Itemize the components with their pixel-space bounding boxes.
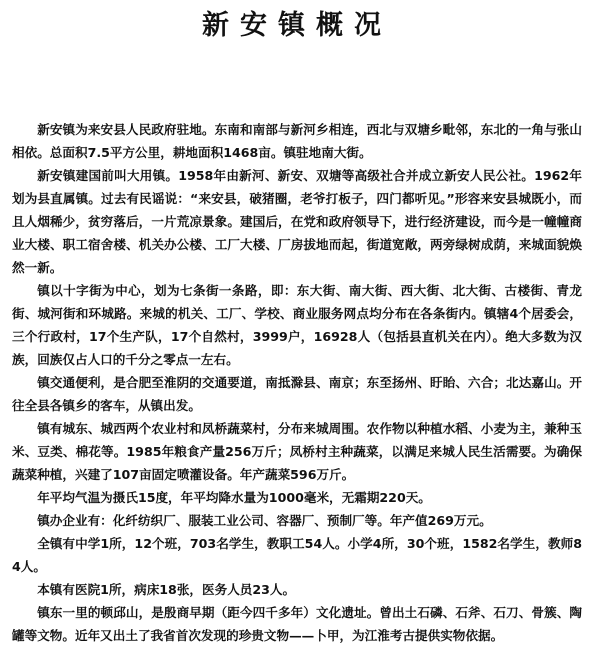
- paragraph-heritage: 镇东一里的顿邱山，是殷商早期（距今四千多年）文化遗址。曾出土石磷、石斧、石刀、骨簇、陶罐等文物。近年又出土了我省首次发现的珍贵文物——卜甲，为江淮考古提供实物依据。: [12, 605, 582, 643]
- paragraph-education: 全镇有中学1所，12个班，703名学生，教职工54人。小学4所，30个班，1582名学生，教师84人。: [12, 536, 582, 574]
- paragraph-climate: 年平均气温为摄氏15度，年平均降水量为1000毫米，无霜期220天。: [37, 490, 431, 505]
- paragraph-agriculture: 镇有城东、城西两个农业村和凤桥蔬菜村，分布来城周围。农作物以种植水稻、小麦为主，兼种玉米、豆类、棉花等。1985年粮食产量256万斤；凤桥村主种蔬菜，以满足来城人民生活需要。为确保蔬菜种植，兴建了107亩固定喷灌设备。年产蔬菜596万斤。: [12, 421, 582, 482]
- paragraph-transport: 镇交通便利，是合肥至淮阴的交通要道，南抵滁县、南京；东至扬州、盱眙、六合；北达嘉山。开往全县各镇乡的客车，从镇出发。: [12, 375, 582, 413]
- paragraph-enterprises: 镇办企业有：化纤纺织厂、服装工业公司、容器厂、预制厂等。年产值269万元。: [37, 513, 492, 528]
- paragraph-location: 新安镇为来安县人民政府驻地。东南和南部与新河乡相连，西北与双塘乡毗邻，东北的一角与张山相依。总面积7.5平方公里，耕地面积1468亩。镇驻地南大街。: [12, 122, 582, 160]
- paragraph-streets-population: 镇以十字街为中心，划为七条街一条路，即：东大街、南大街、西大街、北大街、古楼街、青龙街、城河街和环城路。来城的机关、工厂、学校、商业服务网点均分布在各条街内。镇辖4个居委会，三个行政村，17个生产队，17个自然村，3999户，16928人（包括县直机关在内）。绝大多数为汉族，回族仅占人口的千分之零点一左右。: [12, 283, 582, 367]
- page-title: 新安镇概况: [202, 10, 392, 41]
- document-body: [12, 118, 582, 647]
- paragraph-history: 新安镇建国前叫大用镇。1958年由新河、新安、双塘等高级社合并成立新安人民公社。1962年划为县直属镇。过去有民谣说：“来安县，破猪圈，老爷打板子，四门都听见。”形容来安县城既小，而且人烟稀少，贫穷落后，一片荒凉景象。建国后，在党和政府领导下，进行经济建设，而今是一幢幢商业大楼、职工宿舍楼、机关办公楼、工厂大楼、厂房拔地而起，街道宽敞，两旁绿树成荫，来城面貌焕然一新。: [12, 168, 582, 275]
- paragraph-health: 本镇有医院1所，病床18张，医务人员23人。: [37, 582, 296, 597]
